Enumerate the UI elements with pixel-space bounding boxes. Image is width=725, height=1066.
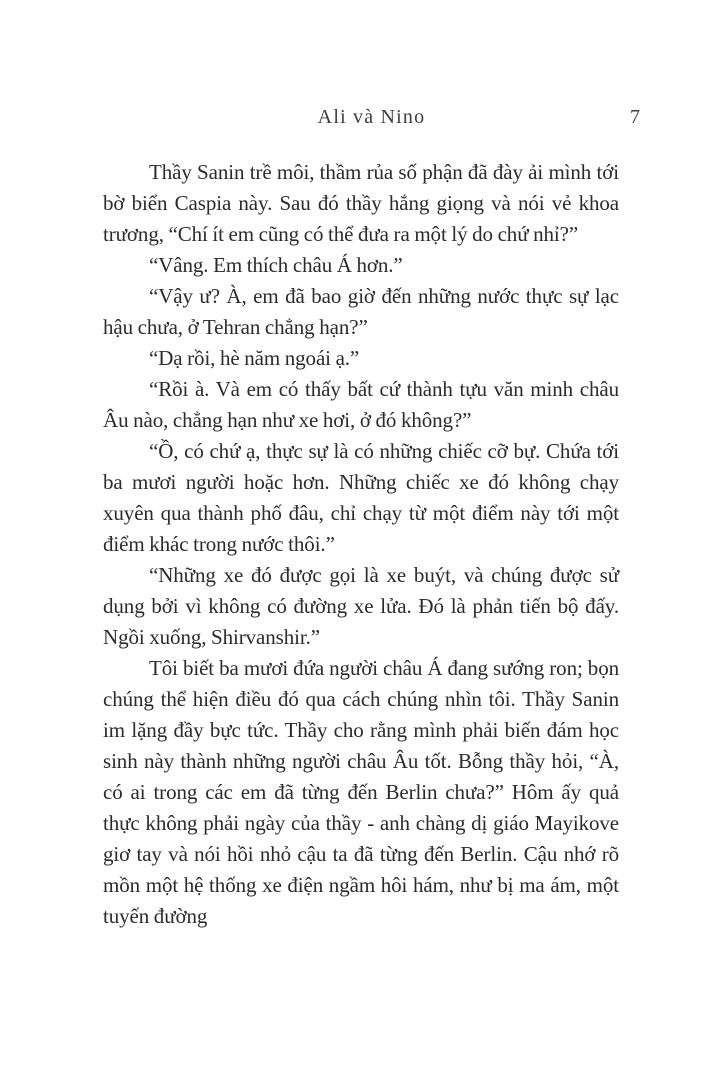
paragraph: “Vậy ư? À, em đã bao giờ đến những nước thực sự lạc hậu chưa, ở Tehran chẳng hạn?”: [103, 284, 619, 339]
paragraph: “Những xe đó được gọi là xe buýt, và chúng được sử dụng bởi vì không có đường xe lửa. Đó là phản tiến bộ đấy. Ngồi xuống, Shirvanshir.”: [103, 563, 619, 649]
paragraph: Thầy Sanin trề môi, thầm rủa số phận đã đày ải mình tới bờ biển Caspia này. Sau đó thầy hắng giọng và nói vẻ khoa trương, “Chí ít em cũng có thể đưa ra một lý do chứ nhỉ?”: [103, 160, 619, 246]
paragraph: “Ồ, có chứ ạ, thực sự là có những chiếc cỡ bự. Chứa tới ba mươi người hoặc hơn. Những chiếc xe đó không chạy xuyên qua thành phố đâu, chỉ chạy từ một điểm này tới một điểm khác trong nước thôi.”: [103, 439, 619, 556]
page-number: 7: [630, 106, 640, 128]
text-block: [103, 157, 619, 932]
paragraph: “Dạ rồi, hè năm ngoái ạ.”: [149, 346, 360, 370]
book-title: Ali và Nino: [317, 106, 426, 128]
paragraph: Tôi biết ba mươi đứa người châu Á đang sướng ron; bọn chúng thể hiện điều đó qua cách chúng nhìn tôi. Thầy Sanin im lặng đầy bực tức. Thầy cho rằng mình phải biến đám học sinh này thành những người châu Âu tốt. Bỗng thầy hỏi, “À, có ai trong các em đã từng đến Berlin chưa?” Hôm ấy quả thực không phải ngày của thầy - anh chàng dị giáo Mayikove giơ tay và nói hồi nhỏ cậu ta đã từng đến Berlin. Cậu nhớ rõ mồn một hệ thống xe điện ngầm hôi hám, như bị ma ám, một tuyến đường: [103, 656, 619, 928]
running-header: [103, 106, 640, 134]
paragraph: “Rồi à. Và em có thấy bất cứ thành tựu văn minh châu Âu nào, chẳng hạn như xe hơi, ở đó không?”: [103, 377, 619, 432]
paragraph: “Vâng. Em thích châu Á hơn.”: [149, 253, 403, 277]
